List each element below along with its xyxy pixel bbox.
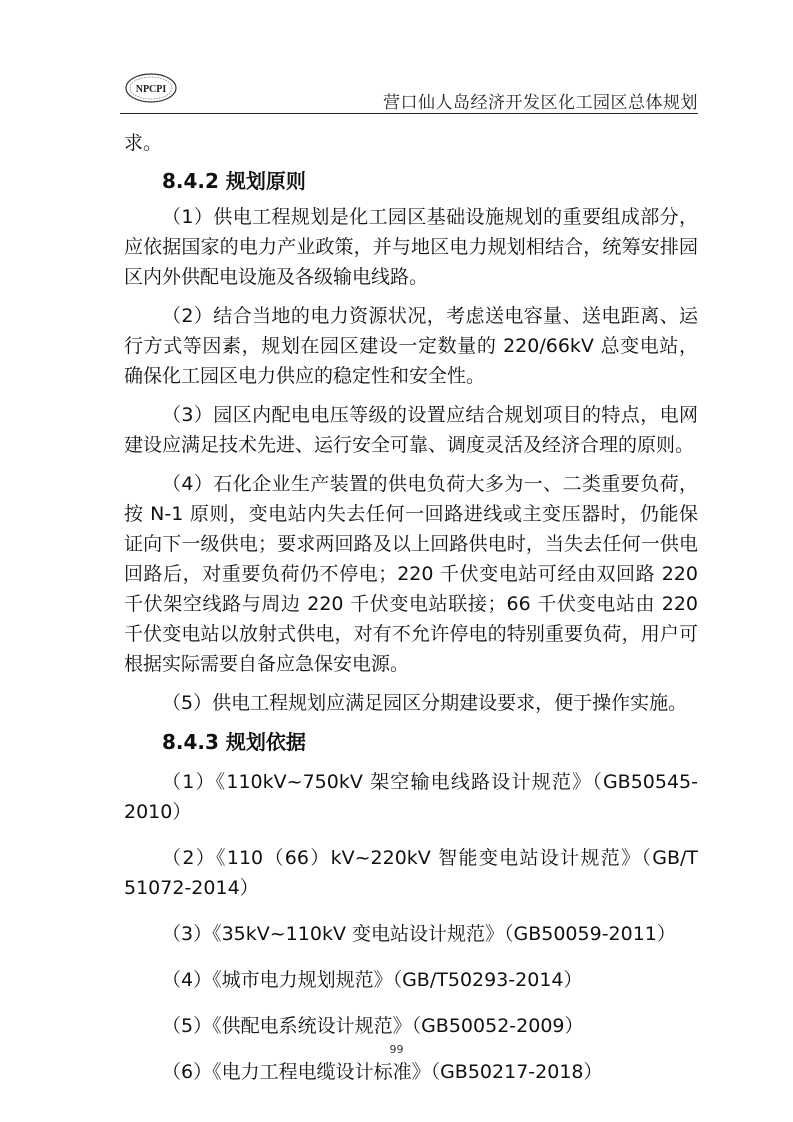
principle-paragraph-3: （3）园区内配电电压等级的设置应结合规划项目的特点，电网建设应满足技术先进、运行安全可靠、调度灵活及经济合理的原则。 — [124, 404, 698, 456]
reference-item-3: （3）《35kV~110kV 变电站设计规范》（GB50059-2011） — [162, 923, 676, 945]
principle-paragraph-5: （5）供电工程规划应满足园区分期建设要求，便于操作实施。 — [162, 692, 688, 714]
page-header — [120, 58, 698, 118]
header-divider — [120, 113, 698, 114]
npcpi-logo-icon — [124, 72, 178, 104]
npcpi-logo — [124, 72, 178, 104]
reference-item-4: （4）《城市电力规划规范》（GB/T50293-2014） — [162, 969, 583, 991]
principle-paragraph-2: （2）结合当地的电力资源状况，考虑送电容量、送电距离、运行方式等因素，规划在园区建设一定数量的 220/66kV 总变电站，确保化工园区电力供应的稳定性和安全性。 — [124, 305, 698, 387]
document-title: 营口仙人岛经济开发区化工园区总体规划 — [383, 93, 698, 113]
section-heading-842: 8.4.2 规划原则 — [162, 169, 306, 193]
reference-item-1: （1）《110kV~750kV 架空输电线路设计规范》（GB50545-2010） — [124, 771, 698, 823]
reference-item-2: （2）《110（66）kV~220kV 智能变电站设计规范》（GB/T 51072-2014） — [124, 847, 698, 899]
svg-text:NPCPI: NPCPI — [135, 84, 167, 95]
reference-item-5: （5）《供配电系统设计规范》（GB50052-2009） — [162, 1015, 584, 1037]
continued-text: 求。 — [124, 132, 163, 154]
page-number: 99 — [389, 1043, 404, 1056]
reference-item-6: （6）《电力工程电缆设计标准》（GB50217-2018） — [162, 1061, 603, 1083]
page-body — [124, 128, 698, 1103]
principle-paragraph-4: （4）石化企业生产装置的供电负荷大多为一、二类重要负荷，按 N-1 原则，变电站内失去任何一回路进线或主变压器时，仍能保证向下一级供电；要求两回路及以上回路供电时，当失去任何一供电回路后，对重要负荷仍不停电；220 千伏变电站可经由双回路 220 千伏架空线路与周边 220 千伏变电站联接；66 千伏变电站由 220 千伏变电站以放射式供电，对有不允许停电的特别重要负荷，用户可根据实际需要自备应急保安电源。 — [124, 473, 698, 675]
section-heading-843: 8.4.3 规划依据 — [162, 730, 306, 754]
principle-paragraph-1: （1）供电工程规划是化工园区基础设施规划的重要组成部分，应依据国家的电力产业政策，并与地区电力规划相结合，统筹安排园区内外供配电设施及各级输电线路。 — [124, 206, 698, 288]
